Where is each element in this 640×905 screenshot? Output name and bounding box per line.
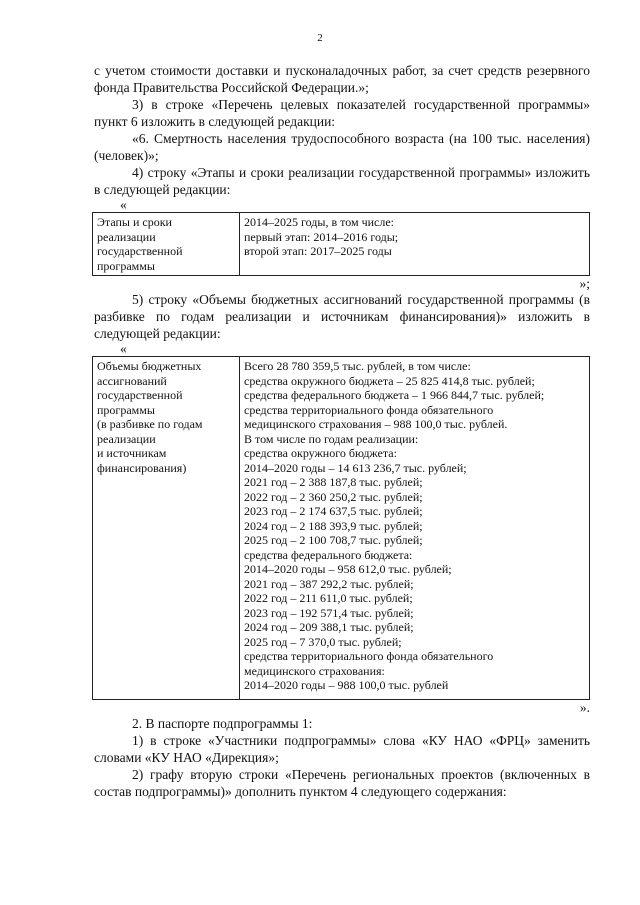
quote-open-mark: «	[120, 341, 127, 356]
cell-line: 2023 год – 2 174 637,5 тыс. рублей;	[244, 504, 423, 518]
cell-line: Всего 28 780 359,5 тыс. рублей, в том числе:	[244, 359, 471, 373]
cell-line: средства федерального бюджета – 1 966 844,7 тыс. рублей;	[244, 388, 545, 402]
cell-line: 2021 год – 2 388 187,8 тыс. рублей;	[244, 475, 423, 489]
paragraph-continuation: с учетом стоимости доставки и пусконаладочных работ, за счет средств резервного фонда Правительства Российской Федерации.»;	[94, 63, 590, 95]
cell-line: Объемы бюджетных	[97, 359, 202, 373]
cell-line: (в разбивке по годам	[97, 417, 203, 431]
cell-line: 2014–2020 годы – 14 613 236,7 тыс. рублей;	[244, 460, 467, 475]
cell-line: 2024 год – 2 188 393,9 тыс. рублей;	[244, 518, 423, 533]
cell-line: государственной	[97, 244, 183, 258]
cell-line: государственной	[97, 388, 183, 402]
quote-close-mark: ».	[579, 699, 590, 715]
paragraph-sub-2: 2) графу вторую строки «Перечень региональных проектов (включенных в состав подпрограммы)» дополнить пунктом 4 следующего содержания:	[94, 766, 590, 799]
cell-line: средства территориального фонда обязательного	[244, 402, 494, 417]
cell-line: 2024 год – 209 388,1 тыс. рублей;	[244, 620, 414, 634]
page-number: 2	[317, 32, 323, 44]
table-row	[93, 357, 590, 700]
cell-line: программы	[97, 402, 155, 417]
cell-line: реализации	[97, 229, 156, 244]
cell-line: 2023 год – 192 571,4 тыс. рублей;	[244, 605, 414, 620]
paragraph-sub-1: 1) в строке «Участники подпрограммы» слова «КУ НАО «ФРЦ» заменить словами «КУ НАО «Дирекция»;	[94, 732, 590, 765]
cell-line: средства окружного бюджета – 25 825 414,8 тыс. рублей;	[244, 373, 535, 388]
cell-line: средства окружного бюджета:	[244, 446, 397, 460]
cell-line: программы	[97, 258, 155, 273]
cell-line: медицинского страхования:	[244, 663, 385, 678]
quote-close-mark: »;	[579, 276, 590, 291]
paragraph-item-4: 4) строку «Этапы и сроки реализации государственной программы» изложить в следующей редакции:	[94, 165, 590, 197]
cell-line: 2025 год – 2 100 708,7 тыс. рублей;	[244, 533, 423, 547]
cell-line: первый этап: 2014–2016 годы;	[244, 229, 399, 244]
cell-line: финансирования)	[97, 460, 187, 475]
cell-line: 2022 год – 2 360 250,2 тыс. рублей;	[244, 489, 423, 504]
table-stages-label-cell	[93, 213, 240, 276]
cell-line: средства федерального бюджета:	[244, 547, 413, 562]
cell-line: медицинского страхования – 988 100,0 тыс. рублей.	[244, 417, 508, 431]
cell-line: ассигнований	[97, 373, 167, 388]
table-stages	[92, 212, 590, 276]
cell-line: 2021 год – 387 292,2 тыс. рублей;	[244, 576, 414, 591]
paragraph-quote-6: «6. Смертность населения трудоспособного возраста (на 100 тыс. населения) (человек)»;	[94, 131, 590, 163]
table-stages-value-cell	[240, 213, 590, 276]
table-row	[93, 213, 590, 276]
cell-line: реализации	[97, 431, 156, 446]
table-budget-value-cell	[240, 357, 590, 700]
cell-line: В том числе по годам реализации:	[244, 431, 419, 446]
table-budget	[92, 356, 590, 700]
cell-line: 2022 год – 211 611,0 тыс. рублей;	[244, 591, 413, 605]
cell-line: средства территориального фонда обязательного	[244, 649, 494, 663]
cell-line: Этапы и сроки	[97, 215, 172, 229]
paragraph-item-5: 5) строку «Объемы бюджетных ассигнований государственной программы (в разбивке по годам реализации и источникам финансирования)» изложить в следующей редакции:	[94, 292, 590, 341]
paragraph-section-2: 2. В паспорте подпрограммы 1:	[132, 715, 313, 731]
cell-line: 2014–2020 годы – 988 100,0 тыс. рублей	[244, 678, 449, 692]
cell-spacer	[244, 693, 585, 697]
cell-line: и источникам	[97, 446, 167, 460]
paragraph-item-3: 3) в строке «Перечень целевых показателей государственной программы» пункт 6 изложить в следующей редакции:	[94, 97, 590, 129]
cell-line: 2014–2020 годы – 958 612,0 тыс. рублей;	[244, 562, 452, 576]
document-body	[94, 62, 590, 800]
cell-line: 2014–2025 годы, в том числе:	[244, 215, 394, 229]
cell-line: 2025 год – 7 370,0 тыс. рублей;	[244, 634, 402, 649]
quote-open-mark: «	[120, 197, 127, 212]
table-budget-label-cell	[93, 357, 240, 700]
cell-line: второй этап: 2017–2025 годы	[244, 244, 392, 258]
